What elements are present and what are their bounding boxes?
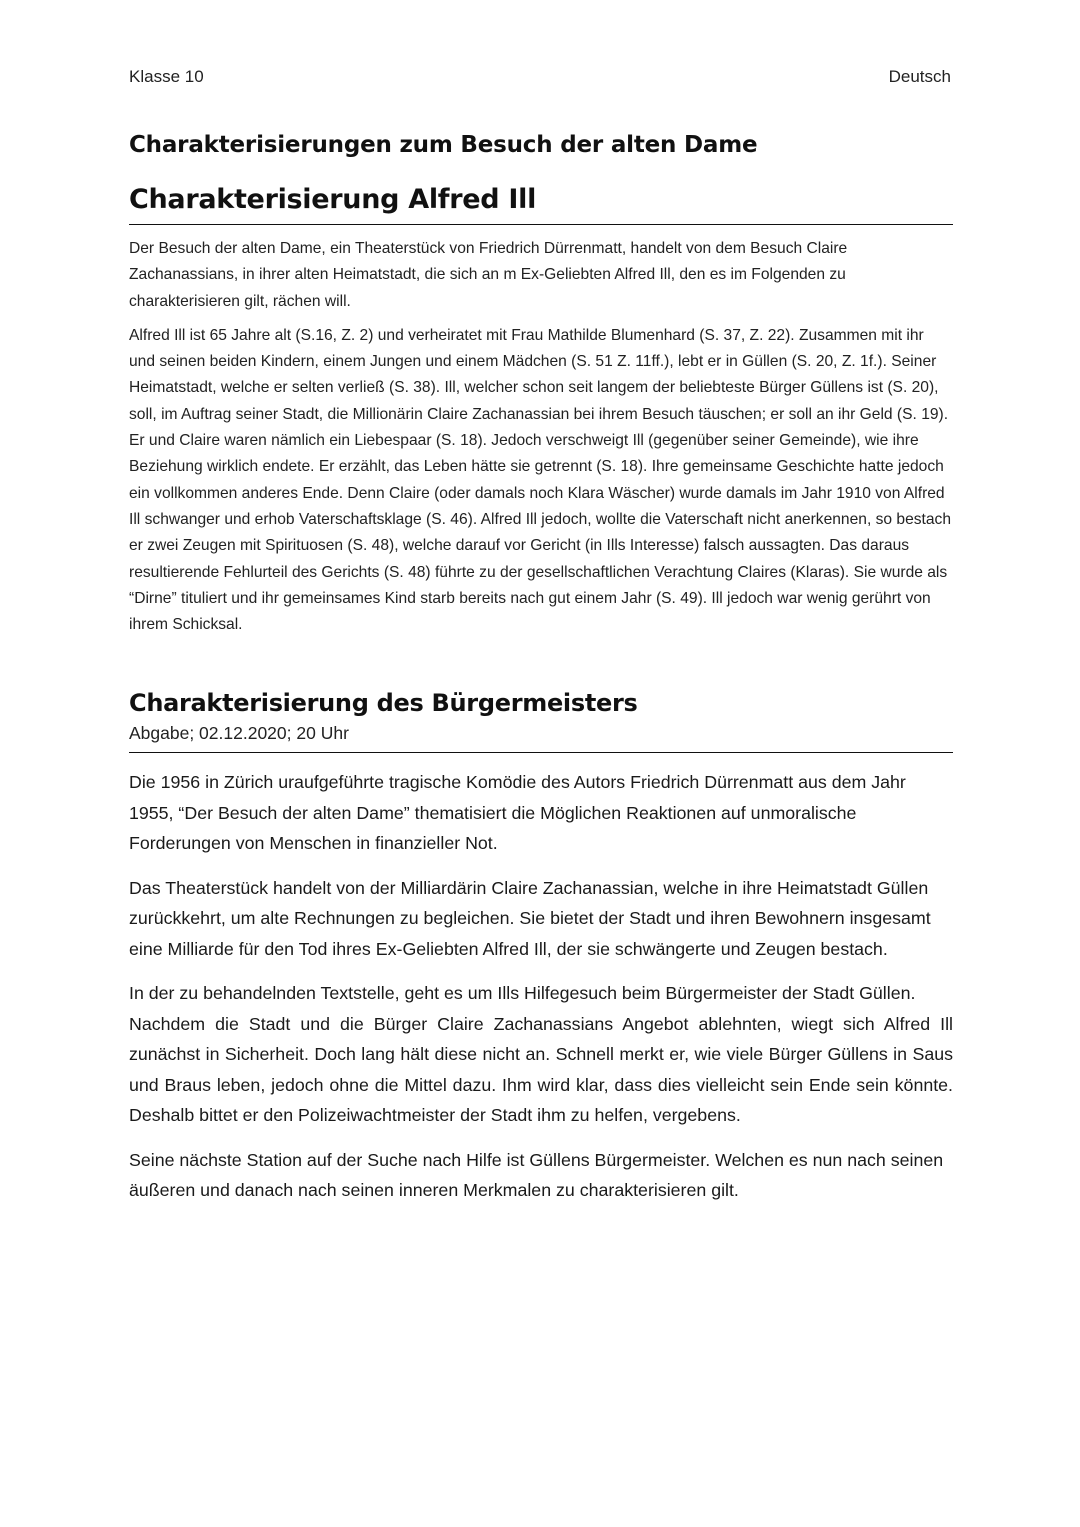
paragraph-summary: Das Theaterstück handelt von der Milliardärin Claire Zachanassian, welche in ihre Heimatstadt Güllen zurückkehrt, um alte Rechnungen zu begleichen. Sie bietet der Stadt und ihren Bewohnern insgesamt eine Milliarde für den Tod ihres Ex-Geliebten Alfred Ill, der sie schwängerte und Zeugen bestach. xyxy=(129,877,931,959)
submission-date: Abgabe; 02.12.2020; 20 Uhr xyxy=(129,720,953,753)
section-title-buergermeister: Charakterisierung des Bürgermeisters xyxy=(129,689,638,718)
paragraph-intro: Der Besuch der alten Dame, ein Theaterstück von Friedrich Dürrenmatt, handelt von dem Besuch Claire Zachanassians, in ihrer alten Heimatstadt, die sich an m Ex-Geliebten Alfred Ill, den es im Folgenden zu charakterisieren gilt, rächen will. xyxy=(129,240,848,310)
paragraph-line: In der zu behandelnden Textstelle, geht es um Ills Hilfegesuch beim Bürgermeister der Stadt Güllen. xyxy=(129,983,916,1004)
paragraph-characterization xyxy=(129,323,953,639)
paragraph-text-passage xyxy=(129,978,953,1131)
paragraph-intro: Die 1956 in Zürich uraufgeführte tragische Komödie des Autors Friedrich Dürrenmatt aus dem Jahr 1955, “Der Besuch der alten Dame” thematisiert die Möglichen Reaktionen auf unmoralische Forderungen von Menschen in finanzieller Not. xyxy=(129,772,906,854)
paragraph-line: Alfred Ill ist 65 Jahre alt (S.16, Z. 2) und verheiratet mit Frau Mathilde Blumenhard (S. 37, Z. 22). Zusammen mit ihr und seinen beiden Kindern, einem Jungen und einem Mädchen (S. 51 Z. 11ff.), lebt er in Güllen (S. 20, Z. 1f.). Seiner Heimatstadt, welche er selten verließ (S. 38). Ill, welcher schon seit langem der beliebteste Bürger Güllens ist (S. 20), soll, im Auftrag seiner Stadt, die Millionärin Claire Zachanassian bei ihrem Besuch täuschen; er soll an ihr Geld (S. 19). xyxy=(129,326,949,423)
paragraph-line: Er und Claire waren nämlich ein Liebespaar (S. 18). Jedoch verschweigt Ill (gegenüber seiner Gemeinde), wie ihre Beziehung wirklich endete. Er erzählt, das Leben hätte sie getrennt (S. 18). Ihre gemeinsame Geschichte hatte jedoch ein vollkommen anderes Ende. Denn Claire (oder damals noch Klara Wäscher) wurde damals im Jahr 1910 von Alfred Ill schwanger und erhob Vaterschaftsklage (S. 46). Alfred Ill jedoch, wollte die Vaterschaft nicht anerkennen, so bestach er zwei Zeugen mit Spirituosen (S. 48), welche darauf vor Gericht (in Ills Interesse) falsch aussagten. Das daraus resultierende Fehlurteil des Gerichts (S. 48) führte zu der gesellschaftlichen Verachtung Claires (Klaras). Sie wurde als “Dirne” tituliert und ihr gemeinsames Kind starb bereits nach gut einem Jahr (S. 49). Ill jedoch war wenig gerührt von ihrem Schicksal. xyxy=(129,432,952,634)
paragraph-transition: Seine nächste Station auf der Suche nach Hilfe ist Güllens Bürgermeister. Welchen es nun nach seinen äußeren und danach nach seinen inneren Merkmalen zu charakterisieren gilt. xyxy=(129,1149,944,1201)
document-title: Charakterisierungen zum Besuch der alten Dame xyxy=(129,132,758,158)
section-alfred-ill xyxy=(129,236,953,638)
section-title-alfred-ill: Charakterisierung Alfred Ill xyxy=(129,180,953,225)
header-class-label: Klasse 10 xyxy=(129,67,204,86)
header-subject-label: Deutsch xyxy=(888,67,951,86)
document-body xyxy=(129,128,953,1206)
paragraph-line: Nachdem die Stadt und die Bürger Claire Zachanassians Angebot ablehnten, wiegt sich Alfred Ill zunächst in Sicherheit. Doch lang hält diese nicht an. Schnell merkt er, wie viele Bürger Güllens in Saus und Braus leben, jedoch ohne die Mittel dazu. Ihm wird klar, dass dies vielleicht sein Ende sein könnte. Deshalb bittet er den Polizeiwachtmeister der Stadt ihm zu helfen, vergebens. xyxy=(129,1013,953,1126)
section-buergermeister xyxy=(129,767,953,1206)
